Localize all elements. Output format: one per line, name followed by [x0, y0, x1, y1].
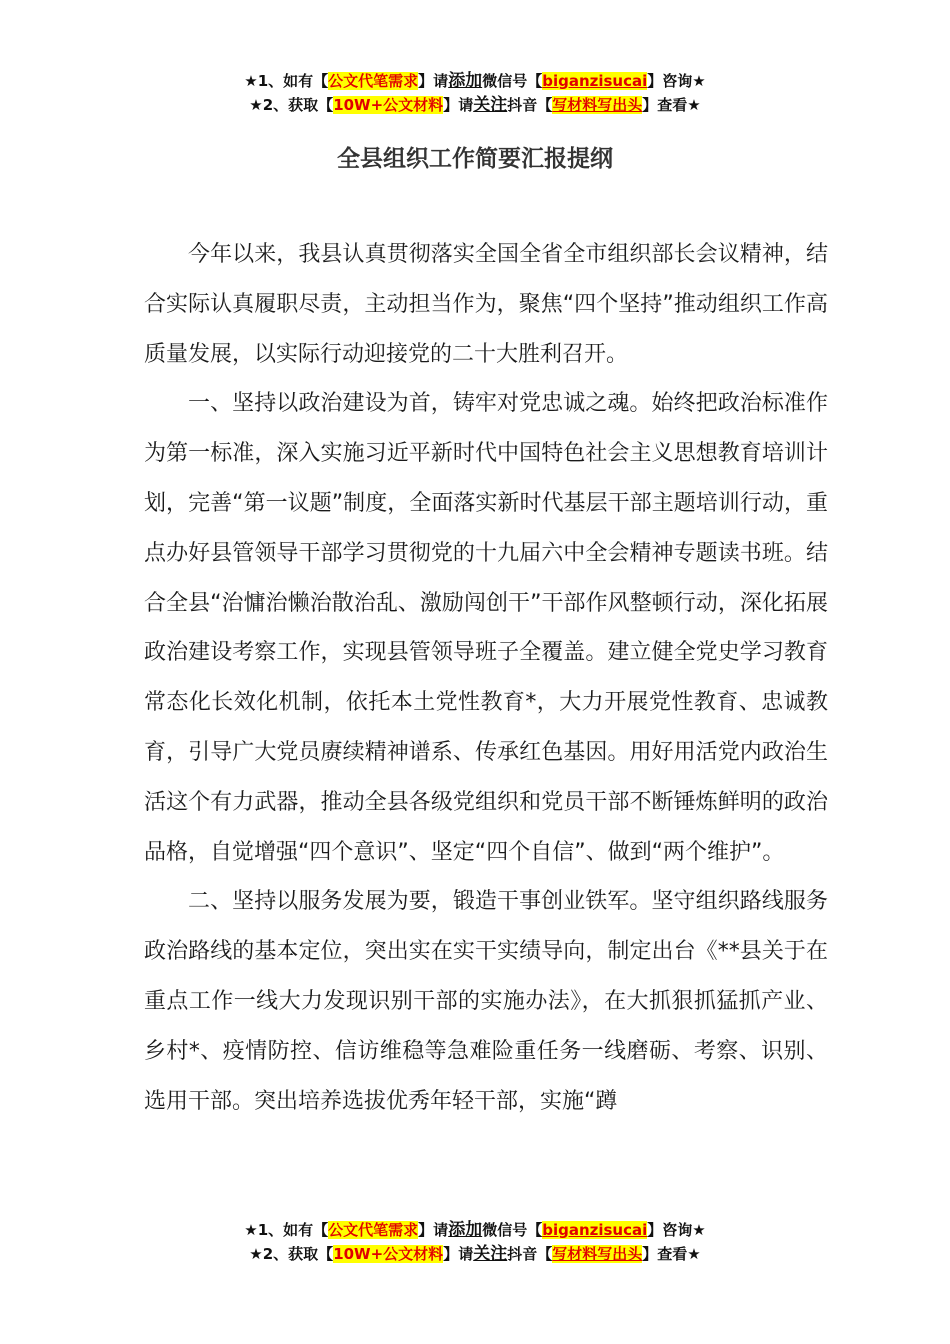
highlight: 公文代笔需求	[328, 1221, 419, 1239]
text: 】咨询★	[647, 72, 706, 90]
paragraph: 二、坚持以服务发展为要，锻造干事创业铁军。坚守组织路线服务政治路线的基本定位，突出实在实干实绩导向，制定出台《**县关于在重点工作一线大力发现识别干部的实施办法》，在大抓狠抓猛抓产业、乡村*、疫情防控、信访维稳等急难险重任务一线磨砺、考察、识别、选用干部。突出培养选拔优秀年轻干部，实施“蹲	[144, 889, 828, 1114]
text: ★1、如有【	[244, 1221, 329, 1239]
text: 】请	[418, 1221, 449, 1239]
wechat-id: biganzisucai	[542, 1221, 648, 1239]
promo-line-1	[0, 1218, 950, 1242]
document-title: 全县组织工作简要汇报提纲	[337, 146, 613, 172]
emphasis: 关注	[473, 95, 508, 115]
promo-banner-top	[0, 69, 950, 117]
text: ★1、如有【	[244, 72, 329, 90]
wechat-id: biganzisucai	[542, 72, 648, 90]
promo-line-2	[0, 1242, 950, 1266]
highlight: 公文代笔需求	[328, 72, 419, 90]
highlight: 10W+公文材料	[333, 96, 444, 114]
text: 】查看★	[642, 1245, 701, 1263]
text: 】咨询★	[647, 1221, 706, 1239]
text: ★2、获取【	[249, 96, 334, 114]
douyin-account: 写材料写出头	[552, 1245, 643, 1263]
text: 抖音【	[507, 96, 553, 114]
text: 微信号【	[482, 72, 543, 90]
text: 微信号【	[482, 1221, 543, 1239]
text: 】查看★	[642, 96, 701, 114]
douyin-account: 写材料写出头	[552, 96, 643, 114]
text: 抖音【	[507, 1245, 553, 1263]
paragraph: 今年以来，我县认真贯彻落实全国全省全市组织部长会议精神，结合实际认真履职尽责，主动担当作为，聚焦“四个坚持”推动组织工作高质量发展，以实际行动迎接党的二十大胜利召开。	[144, 242, 828, 367]
text: ★2、获取【	[249, 1245, 334, 1263]
emphasis: 关注	[473, 1244, 508, 1264]
highlight: 10W+公文材料	[333, 1245, 444, 1263]
text: 】请	[443, 96, 474, 114]
paragraph: 一、坚持以政治建设为首，铸牢对党忠诚之魂。始终把政治标准作为第一标准，深入实施习近平新时代中国特色社会主义思想教育培训计划，完善“第一议题”制度，全面落实新时代基层干部主题培训行动，重点办好县管领导干部学习贯彻党的十九届六中全会精神专题读书班。结合全县“治慵治懒治散治乱、激励闯创干”干部作风整顿行动，深化拓展政治建设考察工作，实现县管领导班子全覆盖。建立健全党史学习教育常态化长效化机制，依托本土党性教育*，大力开展党性教育、忠诚教育，引导广大党员赓续精神谱系、传承红色基因。用好用活党内政治生活这个有力武器，推动全县各级党组织和党员干部不断锤炼鲜明的政治品格，自觉增强“四个意识”、坚定“四个自信”、做到“两个维护”。	[144, 391, 828, 865]
emphasis: 添加	[448, 1220, 483, 1240]
promo-line-1	[0, 69, 950, 93]
promo-line-2	[0, 93, 950, 117]
promo-banner-bottom	[0, 1218, 950, 1266]
text: 】请	[443, 1245, 474, 1263]
text: 】请	[418, 72, 449, 90]
document-body	[144, 230, 828, 1126]
emphasis: 添加	[448, 71, 483, 91]
